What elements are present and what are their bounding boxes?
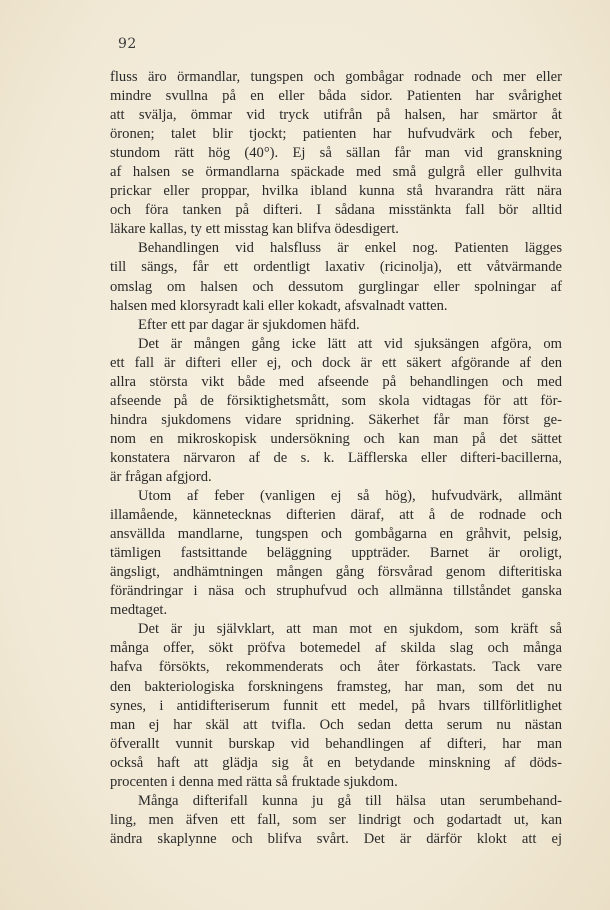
- text-line: den bakteriologiska forskningens framsteg, har man, som det nu: [110, 678, 562, 695]
- text-line: ansvällda mandlarne, tungspen och gombågarna en gråhvit, pelsig,: [110, 526, 562, 543]
- text-line: att svälja, ömmar vid tryck utifrån på halsen, har smärtor åt: [110, 107, 562, 124]
- text-line: öfverallt vunnit burskap vid behandlingen af difteri, har man: [110, 735, 562, 752]
- text-line: fluss äro örmandlar, tungspen och gombågar rodnade och mer eller: [110, 69, 562, 85]
- text-line: Efter ett par dagar är sjukdomen häfd.: [138, 316, 360, 333]
- text-line: nom en mikroskopisk undersökning och kan man på det sättet: [110, 430, 562, 447]
- text-line: är frågan afgjord.: [110, 468, 212, 485]
- text-line: till sängs, får ett ordentligt laxativ (ricinolja), ett våtvärmande: [110, 259, 562, 276]
- text-line: af halsen se örmandlarna späckade med små gulgrå eller gulhvita: [110, 164, 562, 181]
- text-line: konstatera närvaron af de s. k. Läfflerska eller difteri-bacillerna,: [110, 449, 562, 466]
- text-line: procenten i denna med rätta så fruktade sjukdom.: [110, 773, 398, 790]
- text-line: medtaget.: [110, 602, 168, 619]
- text-line: illamående, kännetecknas difterien däraf, att å de rodnade och: [110, 507, 562, 524]
- text-line: synes, i antidifteriserum funnit ett medel, på hvars tillförlitlighet: [110, 697, 562, 714]
- paragraph: [110, 487, 562, 620]
- text-line: tämligen fastsittande beläggning uppträder. Barnet är oroligt,: [110, 545, 562, 562]
- text-line: stundom rätt hög (40°). Ej så sällan får man vid granskning: [110, 145, 562, 162]
- text-line: Utom af feber (vanligen ej så hög), hufvudvärk, allmänt: [138, 488, 562, 505]
- paragraph: [110, 620, 562, 791]
- text-line: förändringar i näsa och struphufvud och allmänna tillståndet ganska: [110, 583, 562, 600]
- text-line: allra största vikt både med afseende på behandlingen och med: [110, 373, 562, 390]
- text-line: öronen; talet blir tjockt; patienten har hufvudvärk och feber,: [110, 126, 562, 143]
- text-line: ett fall är difteri eller ej, och dock är ett säkert afgörande af den: [110, 354, 562, 371]
- text-line: också haft att glädja sig åt en betydande minskning af döds-: [110, 754, 562, 771]
- text-line: många offer, sökt pröfva botemedel af skilda slag och många: [110, 640, 562, 657]
- page-number: 92: [118, 36, 137, 52]
- text-line: ling, men äfven ett fall, som ser lindrigt och godartadt ut, kan: [110, 811, 562, 828]
- text-line: ängsligt, andhämtningen mången gång försvårad genom difteritiska: [110, 564, 562, 581]
- paragraph: [110, 68, 562, 239]
- body-text: [110, 68, 562, 849]
- text-line: Det är mången gång icke lätt att vid sjuksängen afgöra, om: [138, 335, 562, 352]
- text-line: Många difterifall kunna ju gå till hälsa utan serumbehand-: [138, 792, 562, 809]
- paragraph: [110, 335, 562, 487]
- text-line: hindra sjukdomens vidare spridning. Säkerhet får man först ge-: [110, 411, 562, 428]
- paragraph: [110, 316, 562, 335]
- text-line: Det är ju självklart, att man mot en sjukdom, som kräft så: [138, 621, 562, 638]
- text-line: och föra tanken på difteri. I sådana misstänkta fall bör alltid: [110, 202, 562, 219]
- text-line: Behandlingen vid halsfluss är enkel nog. Patienten lägges: [138, 240, 562, 257]
- text-line: ändra skaplynne och blifva svårt. Det är därför klokt att ej: [110, 830, 562, 847]
- text-line: halsen med klorsyradt kali eller kokadt, afsvalnadt vatten.: [110, 297, 448, 314]
- text-line: man ej har skäl att tvifla. Och sedan detta serum nu nästan: [110, 716, 562, 733]
- paragraph: [110, 239, 562, 315]
- text-line: mindre svullna på en eller båda sidor. Patienten har svårighet: [110, 88, 562, 105]
- text-line: hafva försökts, rekommenderats och åter förkastats. Tack vare: [110, 659, 562, 676]
- paragraph: [110, 792, 562, 849]
- text-line: läkare kallas, ty ett misstag kan blifva ödesdigert.: [110, 221, 399, 238]
- text-line: afseende på de försiktighetsmått, som skola vidtagas för att för-: [110, 392, 562, 409]
- text-line: omslag om halsen och dessutom gurglingar eller spolningar af: [110, 278, 562, 295]
- text-line: prickar eller proppar, hvilka ibland kunna stå hvarandra rätt nära: [110, 183, 562, 200]
